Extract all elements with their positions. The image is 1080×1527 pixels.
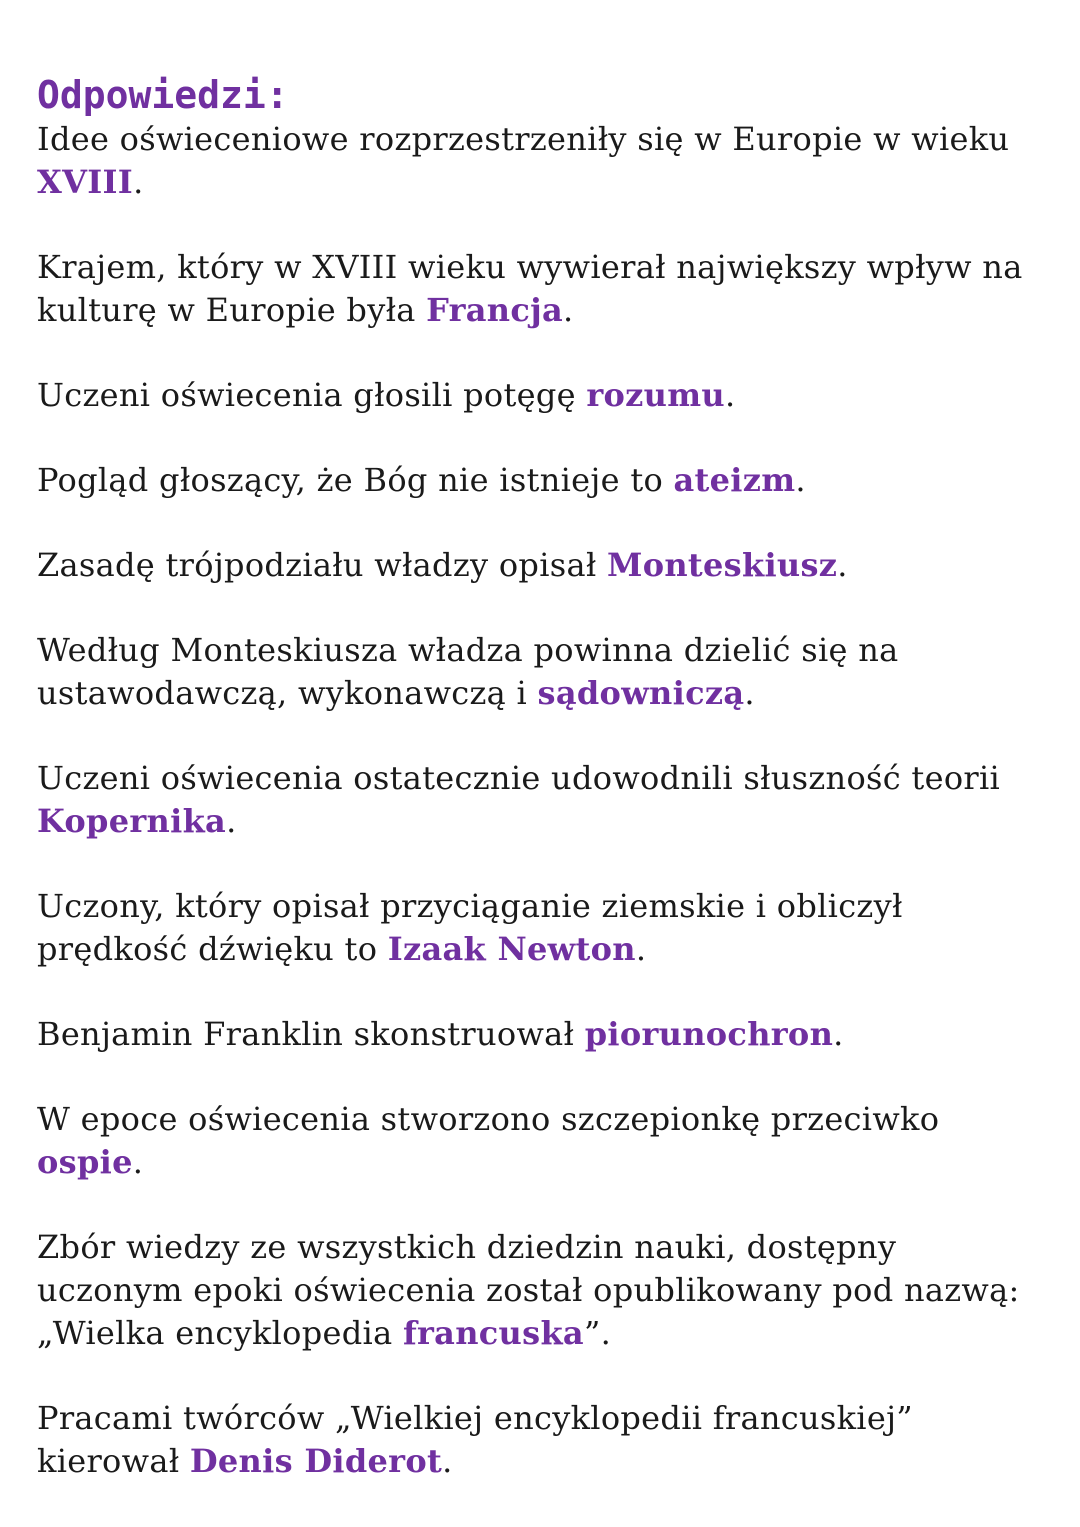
answer-highlight: sądowniczą — [537, 674, 745, 712]
answer-highlight: XVIII — [37, 163, 134, 201]
page-title: Odpowiedzi: — [37, 73, 289, 117]
question-text: Idee oświeceniowe rozprzestrzeniły się w Europie w wieku — [37, 120, 1010, 158]
question-text: Pogląd głoszący, że Bóg nie istnieje to — [37, 461, 674, 499]
answer-highlight: rozumu — [586, 376, 725, 414]
punctuation: . — [442, 1442, 453, 1480]
answer-paragraph-4 — [37, 459, 1047, 502]
question-text: Uczeni oświecenia ostatecznie udowodnili słuszność teorii — [37, 759, 1001, 797]
answer-paragraph-8 — [37, 885, 1047, 971]
answer-highlight: piorunochron — [584, 1015, 834, 1053]
punctuation: . — [132, 1143, 144, 1181]
answer-highlight: Francja — [426, 291, 564, 329]
question-text: W epoce oświecenia stworzono szczepionkę przeciwko — [37, 1100, 940, 1138]
answer-highlight: ateizm — [673, 461, 796, 499]
answer-highlight: Denis Diderot — [189, 1442, 443, 1480]
answer-paragraph-9 — [37, 1013, 1047, 1056]
question-text: Pracami twórców „Wielkiej encyklopedii francuskiej” kierował — [37, 1399, 913, 1480]
question-text: Uczeni oświecenia głosili potęgę — [37, 376, 587, 414]
punctuation: . — [226, 802, 237, 840]
answer-paragraph-1 — [37, 118, 1047, 204]
punctuation: . — [837, 546, 848, 584]
answer-highlight: ospie — [37, 1143, 133, 1181]
answer-paragraph-12 — [37, 1397, 1047, 1483]
punctuation: . — [563, 291, 574, 329]
answer-paragraph-10 — [37, 1098, 1047, 1184]
answer-paragraph-7 — [37, 757, 1047, 843]
punctuation: ”. — [583, 1314, 612, 1352]
question-text: Krajem, który w XVIII wieku wywierał największy wpływ na kulturę w Europie była — [37, 248, 1023, 329]
question-text: Benjamin Franklin skonstruował — [37, 1015, 585, 1053]
answer-paragraph-11 — [37, 1226, 1047, 1355]
answer-paragraph-3 — [37, 374, 1047, 417]
answer-paragraph-6 — [37, 629, 1047, 715]
punctuation: . — [795, 461, 806, 499]
question-text: Zbór wiedzy ze wszystkich dziedzin nauki, dostępny uczonym epoki oświecenia został opublikowany pod nazwą: „Wielka encyklopedia — [37, 1228, 1020, 1352]
question-text: Według Monteskiusza władza powinna dzielić się na ustawodawczą, wykonawczą i — [37, 631, 899, 712]
answer-highlight: Izaak Newton — [387, 930, 636, 968]
punctuation: . — [744, 674, 755, 712]
punctuation: . — [635, 930, 647, 968]
answers-page — [37, 72, 1047, 1525]
punctuation: . — [724, 376, 736, 414]
answer-paragraph-2 — [37, 246, 1047, 332]
punctuation: . — [833, 1015, 844, 1053]
answer-highlight: Monteskiusz — [606, 546, 838, 584]
question-text: Uczony, który opisał przyciąganie ziemskie i obliczył prędkość dźwięku to — [37, 887, 903, 968]
answer-highlight: Kopernika — [37, 802, 227, 840]
punctuation: . — [133, 163, 144, 201]
answer-highlight: francuska — [402, 1314, 584, 1352]
answer-paragraph-5 — [37, 544, 1047, 587]
question-text: Zasadę trójpodziału władzy opisał — [37, 546, 607, 584]
